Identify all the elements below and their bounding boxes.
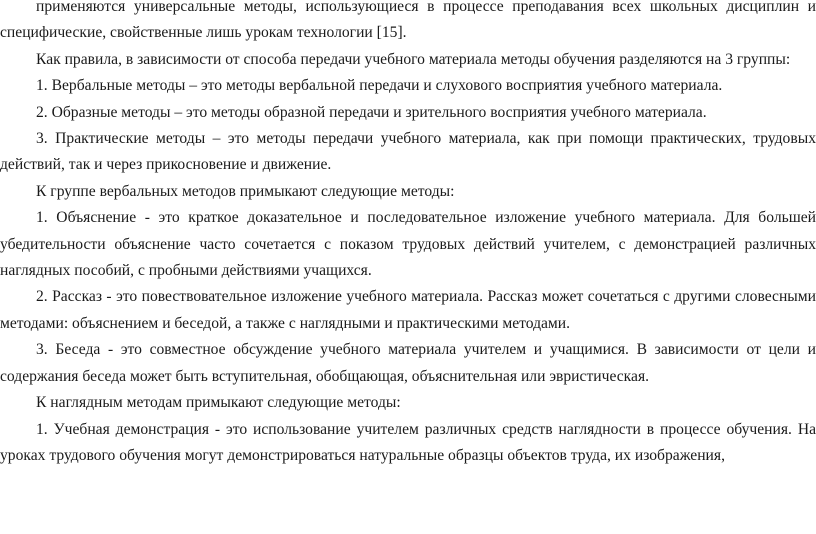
paragraph-verbal-methods: 1. Вербальные методы – это методы вербальной передачи и слухового восприятия учебного материала. [36, 77, 723, 95]
paragraph-explanation: 1. Объяснение - это краткое доказательное и последовательное изложение учебного материала. Для большей убедительности объяснение часто сочетается с показом трудовых действий учителем, с демонстрацией различных наглядных пособий, с пробными действиями учащихся. [0, 209, 816, 280]
paragraph-methods-intro: применяются универсальные методы, использующиеся в процессе преподавания всех школьных дисциплин и специфические, свойственные лишь урокам технологии [15]. [0, 0, 816, 42]
paragraph-practical-methods: 3. Практические методы – это методы передачи учебного материала, как при помощи практических, трудовых действий, так и через прикосновение и движение. [0, 130, 816, 174]
paragraph-visual-methods: 2. Образные методы – это методы образной передачи и зрительного восприятия учебного материала. [36, 103, 707, 121]
paragraph-groups-intro: Как правила, в зависимости от способа передачи учебного материала методы обучения разделяются на 3 группы: [36, 50, 791, 68]
paragraph-visual-group-heading: К наглядным методам примыкают следующие методы: [36, 394, 401, 412]
paragraph-verbal-group-heading: К группе вербальных методов примыкают следующие методы: [36, 182, 455, 200]
paragraph-demonstration: 1. Учебная демонстрация - это использование учителем различных средств наглядности в процессе обучения. На уроках трудового обучения могут демонстрироваться натуральные образцы объектов труда, их изображения, [0, 420, 816, 464]
paragraph-conversation: 3. Беседа - это совместное обсуждение учебного материала учителем и учащимися. В зависимости от цели и содержания беседа может быть вступительная, обобщающая, объяснительная или эвристическая. [0, 341, 816, 385]
paragraph-story: 2. Рассказ - это повествовательное изложение учебного материала. Рассказ может сочетаться с другими словесными методами: объяснением и беседой, а также с наглядными и практическими методами. [0, 288, 816, 332]
